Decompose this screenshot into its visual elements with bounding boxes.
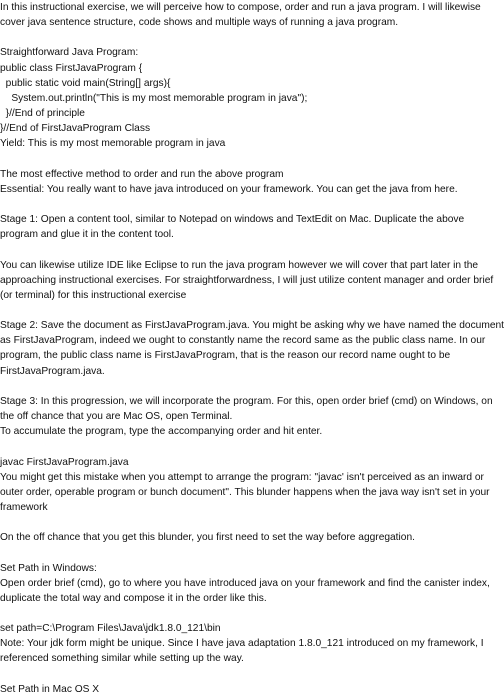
document-line: Stage 3: In this progression, we will incorporate the program. For this, open order brief (cmd) on Windows, on — [0, 395, 493, 407]
document-line: FirstJavaProgram.java. — [0, 365, 105, 377]
document-line: To accumulate the program, type the accompanying order and hit enter. — [0, 426, 323, 438]
document-line: Essential: You really want to have java introduced on your framework. You can get the java from here. — [0, 183, 458, 195]
document-line: You might get this mistake when you attempt to arrange the program: "javac' isn't perceived as an inward or — [0, 471, 484, 483]
document-line: outer order, operable program or bunch document". This blunder happens when the java way isn't set in your — [0, 486, 490, 498]
document-line: System.out.println("This is my most memorable program in java"); — [0, 92, 308, 104]
document-line: program and glue it in the content tool. — [0, 229, 174, 241]
document-line: referenced something similar while setting up the way. — [0, 653, 244, 665]
document-line: Stage 1: Open a content tool, similar to Notepad on windows and TextEdit on Mac. Duplicate the above — [0, 214, 465, 226]
document-line: Open order brief (cmd), go to where you have introduced java on your framework and find the canister index, — [0, 577, 490, 589]
document-line: Stage 2: Save the document as FirstJavaProgram.java. You might be asking why we have named the document — [0, 320, 504, 332]
document-line: Set Path in Windows: — [0, 562, 97, 574]
document-line: public class FirstJavaProgram { — [0, 62, 143, 74]
document-line: Set Path in Mac OS X — [0, 683, 100, 695]
document-line: In this instructional exercise, we will perceive how to compose, order and run a java program. I will likewise — [0, 2, 481, 13]
document-line: Note: Your jdk form might be unique. Since I have java adaptation 1.8.0_121 introduced on my framework, I — [0, 638, 484, 650]
document-line: }//End of FirstJavaProgram Class — [0, 123, 151, 135]
document-line: cover java sentence structure, code shows and multiple ways of running a java program. — [0, 17, 399, 29]
document-line: approaching instructional exercises. For straightforwardness, I will just utilize content manager and order brief — [0, 274, 494, 286]
document-line: You can likewise utilize IDE like Eclipse to run the java program however we will cover that part later in the — [0, 259, 479, 271]
document-line: public static void main(String[] args){ — [0, 77, 171, 89]
document-line: }//End of principle — [0, 108, 85, 120]
document-line: (or terminal) for this instructional exercise — [0, 289, 187, 301]
document-line: framework — [0, 501, 48, 513]
document-line: duplicate the total way and compose it in the order like this. — [0, 592, 267, 604]
document-line: set path=C:\Program Files\Java\jdk1.8.0_121\bin — [0, 623, 221, 635]
document-line: On the off chance that you get this blunder, you first need to set the way before aggregation. — [0, 532, 415, 544]
document-line: Yield: This is my most memorable program in java — [0, 138, 226, 150]
document-line: The most effective method to order and run the above program — [0, 168, 284, 180]
document-line: javac FirstJavaProgram.java — [0, 456, 129, 468]
document-line: the off chance that you are Mac OS, open Terminal. — [0, 411, 233, 423]
document-line: Straightforward Java Program: — [0, 47, 139, 59]
document-line: program, the public class name is FirstJavaProgram, that is the reason our record name ought to be — [0, 350, 451, 362]
document-line: as FirstJavaProgram, indeed we ought to constantly name the record same as the public class name. In our — [0, 335, 486, 347]
